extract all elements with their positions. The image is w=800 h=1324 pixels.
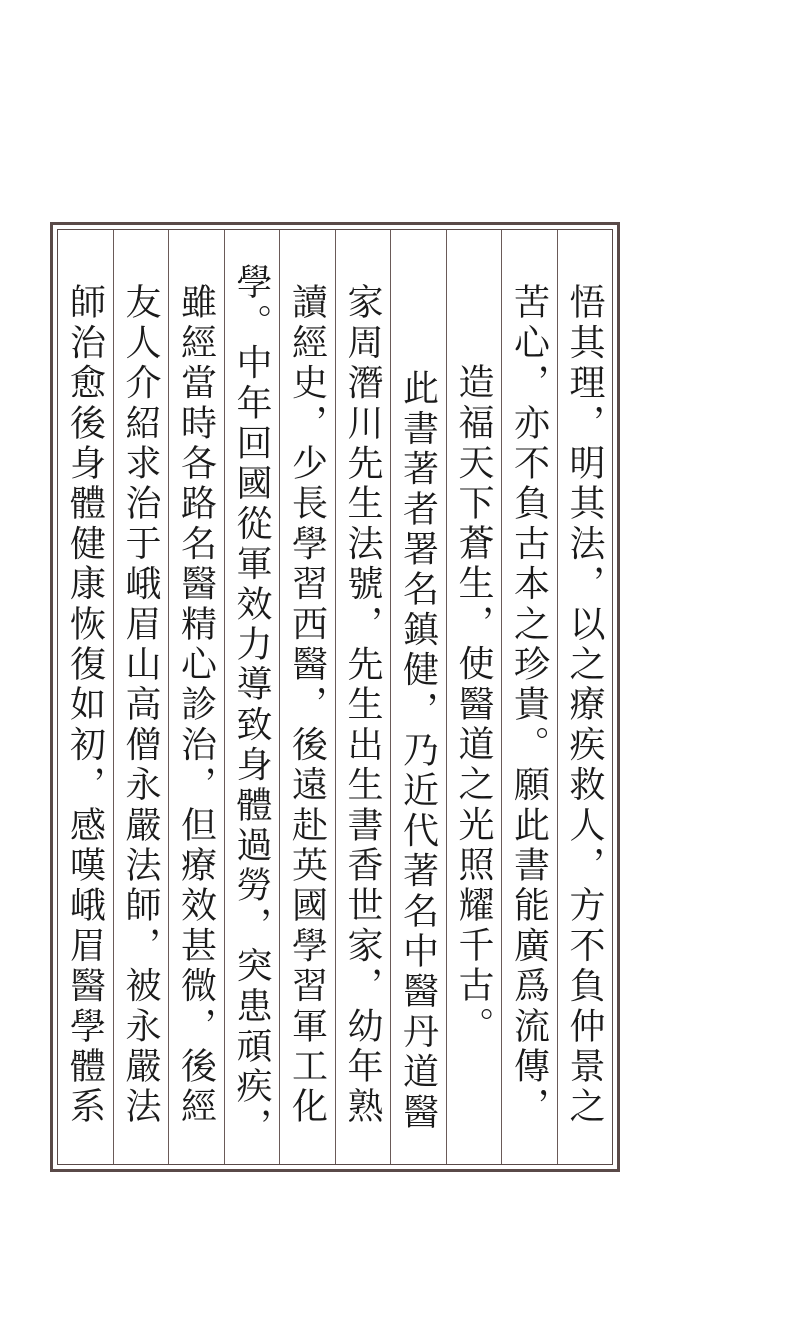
text-column-7: 學。中年回國從軍效力導致身體過勞，突患頑疾， bbox=[224, 230, 280, 1164]
text-column-3: 造福天下蒼生，使醫道之光照耀千古。 bbox=[446, 230, 502, 1164]
text-column-9: 友人介紹求治于峨眉山高僧永嚴法師，被永嚴法 bbox=[113, 230, 169, 1164]
text-column-1: 悟其理，明其法，以之療疾救人，方不負仲景之 bbox=[557, 230, 613, 1164]
text-column-2: 苦心，亦不負古本之珍貴。願此書能廣爲流傳， bbox=[501, 230, 557, 1164]
text-grid bbox=[57, 229, 613, 1165]
text-column-6: 讀經史，少長學習西醫，後遠赴英國學習軍工化 bbox=[279, 230, 335, 1164]
text-column-10: 師治愈後身體健康恢復如初，感嘆峨眉醫學體系 bbox=[64, 282, 106, 1128]
text-column-4: 此書著者署名鎮健，乃近代著名中醫丹道醫 bbox=[390, 230, 446, 1164]
page-frame bbox=[50, 222, 620, 1172]
text-column-8: 雖經當時各路名醫精心診治，但療效甚微，後經 bbox=[168, 230, 224, 1164]
text-column-5: 家周潛川先生法號，先生出生書香世家，幼年熟 bbox=[335, 230, 391, 1164]
